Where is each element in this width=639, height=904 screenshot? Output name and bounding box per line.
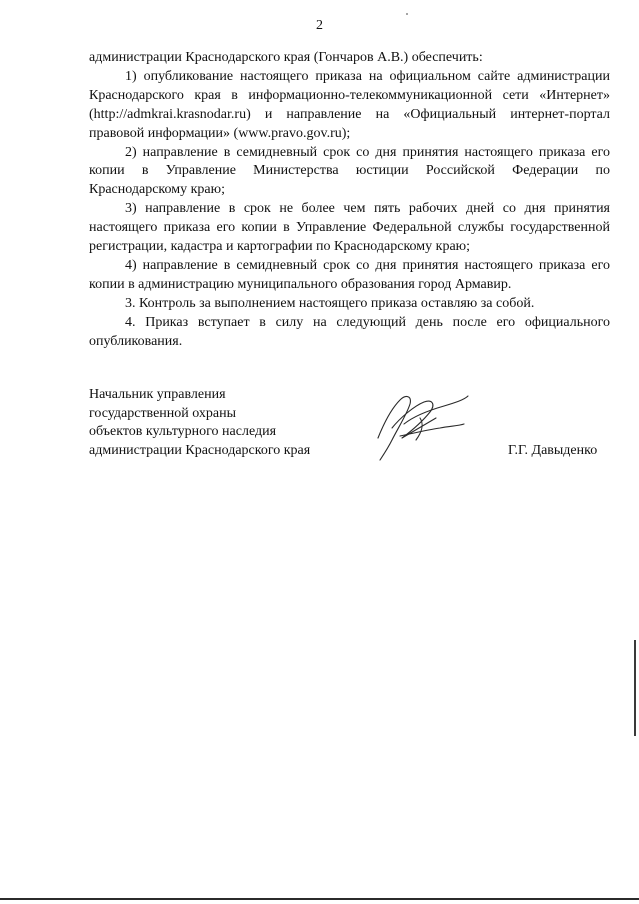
signatory-title-line: Начальник управления bbox=[89, 387, 226, 402]
paragraph-entry-into-force: 4. Приказ вступает в силу на следующий день после его официального опубликования. bbox=[89, 314, 610, 349]
scan-edge-mark bbox=[634, 640, 636, 736]
signatory-title-line: государственной охраны bbox=[89, 405, 237, 421]
handwritten-signature bbox=[370, 388, 470, 466]
paragraph-control-clause: 3. Контроль за выполнением настоящего приказа оставляю за собой. bbox=[125, 295, 535, 311]
document-body bbox=[89, 49, 610, 352]
paragraph-item-1-publication: 1) опубликование настоящего приказа на официальном сайте администрации Краснодарского края в информационно-телекоммуникационной сети «Интернет» (http://admkrai.krasnodar.ru) и направление на «Официальный интернет-портал правовой информации» (www.pravo.gov.ru); bbox=[89, 68, 610, 141]
paragraph-item-4-armavir-administration: 4) направление в семидневный срок со дня принятия настоящего приказа его копии в администрацию муниципального образования город Армавир. bbox=[89, 257, 610, 292]
paragraph-item-3-registration-service: 3) направление в срок не более чем пять рабочих дней со дня принятия настоящего приказа его копии в Управление Федеральной службы государственной регистрации, кадастра и картографии по Краснодарскому краю; bbox=[89, 201, 610, 255]
paragraph-item-2-ministry-of-justice: 2) направление в семидневный срок со дня принятия настоящего приказа его копии в Управление Министерства юстиции Российской Федерации по Краснодарскому краю; bbox=[89, 144, 610, 198]
signatory-title bbox=[89, 386, 339, 460]
signatory-name: Г.Г. Давыденко bbox=[508, 443, 598, 458]
signatory-title-line: объектов культурного наследия bbox=[89, 424, 277, 440]
scan-bottom-edge bbox=[0, 898, 639, 900]
paragraph-continuation: администрации Краснодарского края (Гончаров А.В.) обеспечить: bbox=[89, 50, 483, 65]
page-number: 2 bbox=[316, 18, 323, 33]
scan-speck bbox=[406, 13, 408, 15]
signatory-title-line: администрации Краснодарского края bbox=[89, 442, 311, 458]
